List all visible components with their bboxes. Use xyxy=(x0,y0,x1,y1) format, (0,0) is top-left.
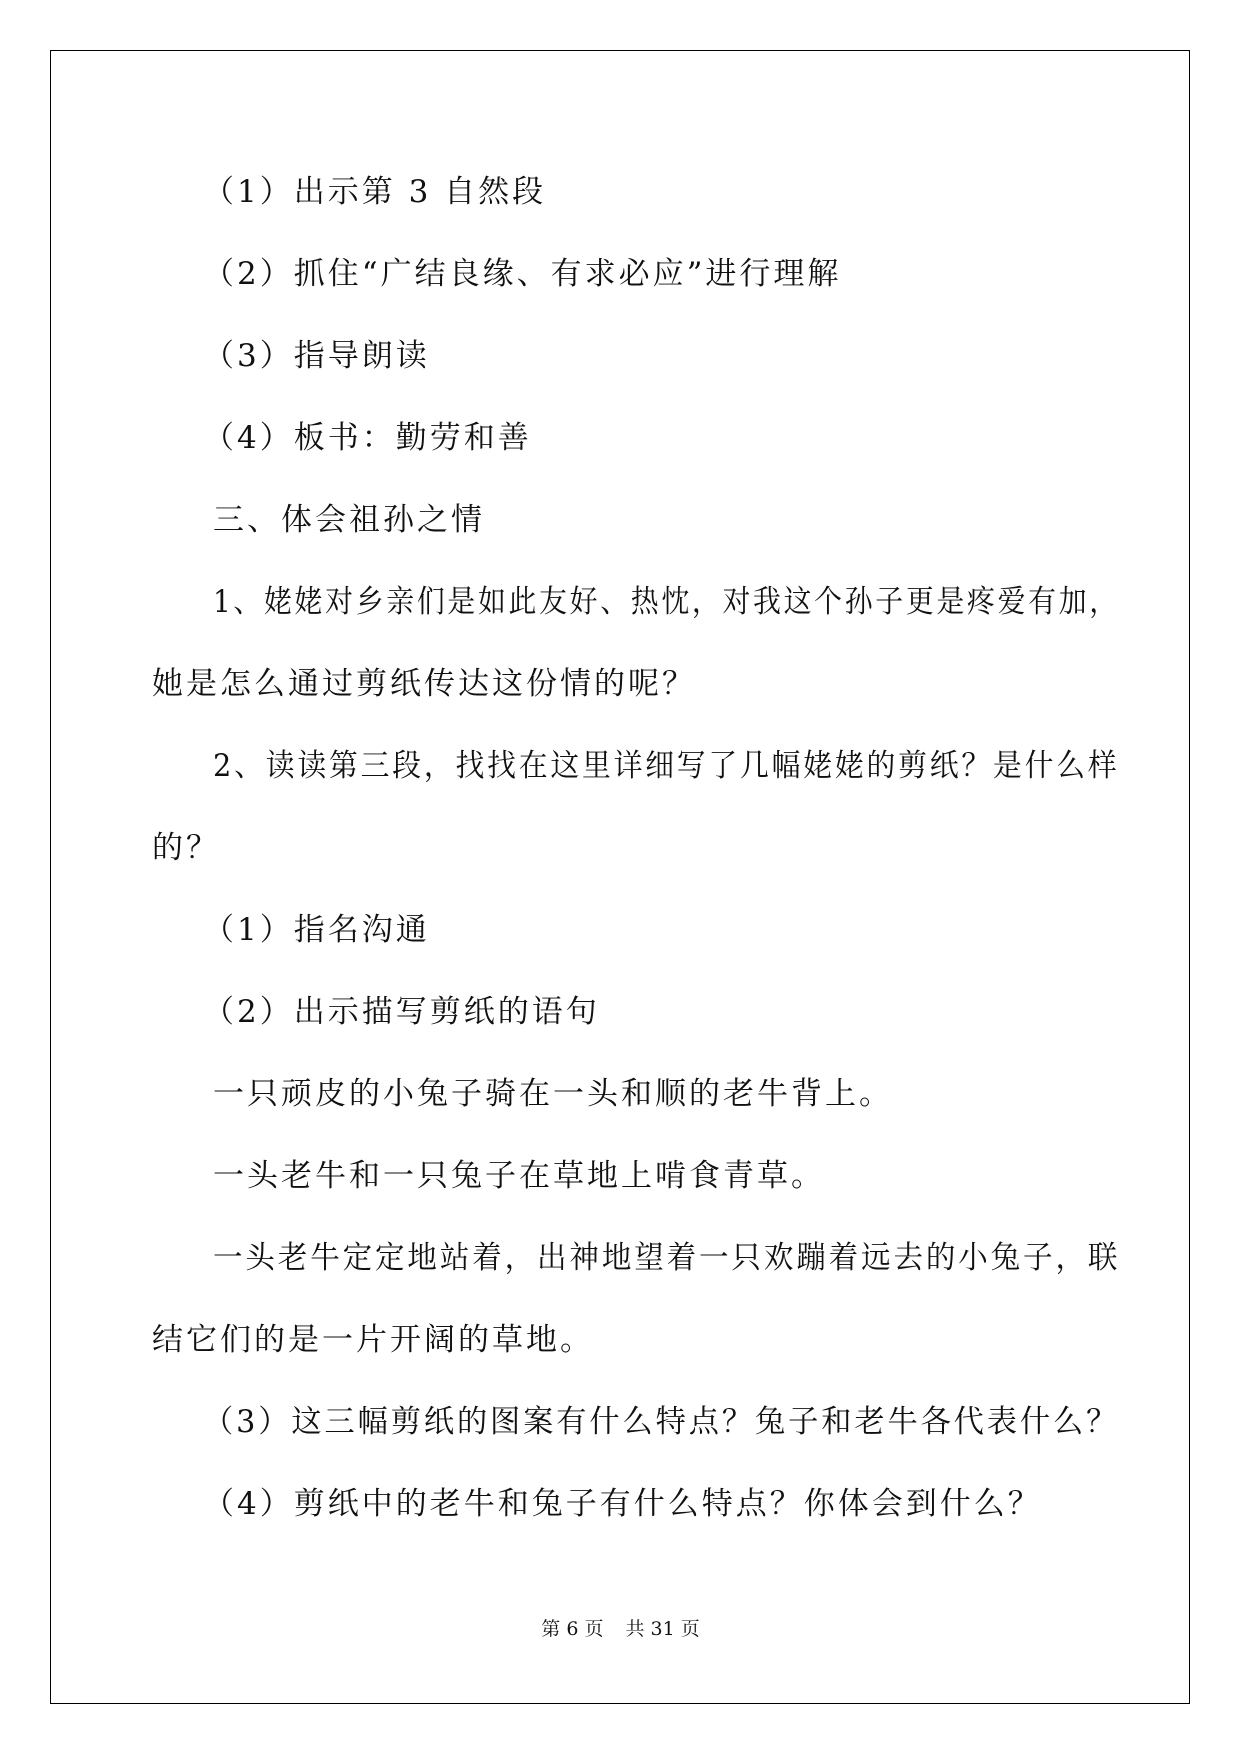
paragraph-line: （1）指名沟通 xyxy=(203,912,430,948)
paragraph-line: （2）抓住“广结良缘、有求必应”进行理解 xyxy=(203,256,842,292)
page-footer xyxy=(0,1614,1241,1641)
paragraph-line: （4）剪纸中的老牛和兔子有什么特点？你体会到什么？ xyxy=(203,1486,1042,1522)
paragraph-line: （2）出示描写剪纸的语句 xyxy=(203,994,600,1030)
paragraph-line: 一头老牛定定地站着，出神地望着一只欢蹦着远去的小兔子，联 xyxy=(213,1240,1121,1276)
paragraph-line: （4）板书：勤劳和善 xyxy=(203,420,532,456)
paragraph-line: （3）指导朗读 xyxy=(203,338,430,374)
page-total: 共 31 页 xyxy=(625,1618,700,1640)
page-number: 第 6 页 xyxy=(541,1618,604,1640)
paragraph-line: （1）出示第 3 自然段 xyxy=(203,174,547,210)
paragraph-line: 2、读读第三段，找找在这里详细写了几幅姥姥的剪纸？是什么样 xyxy=(213,748,1120,784)
paragraph-line: 的？ xyxy=(152,830,220,866)
paragraph-line: 一只顽皮的小兔子骑在一头和顺的老牛背上。 xyxy=(213,1076,893,1112)
paragraph-line: 结它们的是一片开阔的草地。 xyxy=(152,1322,594,1358)
page-border xyxy=(50,50,1190,1704)
paragraph-line: 1、姥姥对乡亲们是如此友好、热忱，对我这个孙子更是疼爱有加， xyxy=(213,584,1120,620)
paragraph-line: 一头老牛和一只兔子在草地上啃食青草。 xyxy=(213,1158,825,1194)
section-heading: 三、体会祖孙之情 xyxy=(213,502,485,538)
paragraph-line: （3）这三幅剪纸的图案有什么特点？兔子和老牛各代表什么？ xyxy=(203,1404,1120,1440)
paragraph-line: 她是怎么通过剪纸传达这份情的呢？ xyxy=(152,666,696,702)
